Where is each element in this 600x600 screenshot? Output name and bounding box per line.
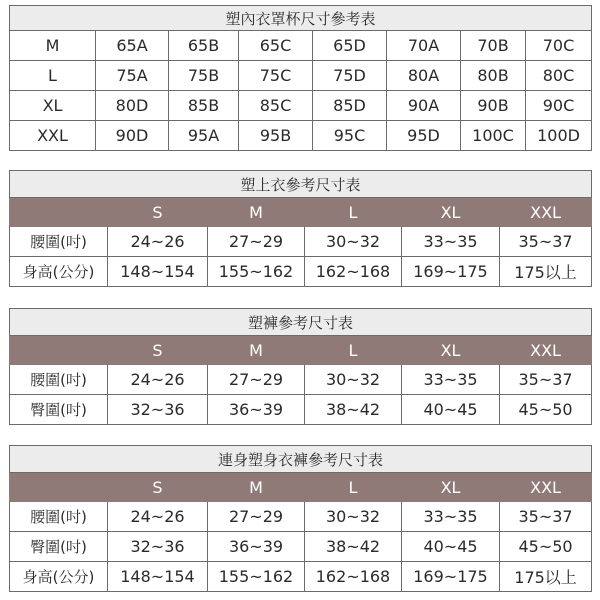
cup-cell: 85B	[169, 91, 239, 121]
size-header: M	[208, 473, 305, 502]
cup-cell: 100D	[526, 121, 592, 151]
value-cell: 24~26	[108, 365, 208, 395]
pants-size-table	[9, 308, 592, 425]
table-row	[10, 121, 592, 151]
cup-cell: 80A	[387, 61, 461, 91]
table-row	[10, 395, 592, 425]
cup-cell: 65A	[96, 31, 169, 61]
value-cell: 45~50	[500, 532, 592, 562]
value-cell: 36~39	[208, 395, 305, 425]
value-cell: 148~154	[108, 562, 208, 592]
size-header: XL	[402, 473, 500, 502]
cup-cell: 80B	[461, 61, 526, 91]
value-cell: 33~35	[402, 502, 500, 532]
top-size-table	[9, 170, 592, 287]
top-table-title: 塑上衣參考尺寸表	[10, 171, 592, 198]
size-label: L	[10, 61, 96, 91]
cup-cell: 95A	[169, 121, 239, 151]
value-cell: 24~26	[108, 227, 208, 257]
value-cell: 175以上	[500, 257, 592, 287]
value-cell: 148~154	[108, 257, 208, 287]
pants-table-title: 塑褲參考尺寸表	[10, 309, 592, 336]
row-label: 腰圍(吋)	[10, 365, 108, 395]
cup-cell: 85D	[313, 91, 387, 121]
size-header: XL	[402, 336, 500, 365]
table-row	[10, 227, 592, 257]
bra-table-title: 塑內衣罩杯尺寸參考表	[10, 6, 592, 31]
table-row	[10, 532, 592, 562]
value-cell: 36~39	[208, 532, 305, 562]
size-header: XXL	[500, 473, 592, 502]
value-cell: 169~175	[402, 257, 500, 287]
row-label: 腰圍(吋)	[10, 227, 108, 257]
cup-cell: 95C	[313, 121, 387, 151]
value-cell: 33~35	[402, 365, 500, 395]
cup-cell: 75A	[96, 61, 169, 91]
value-cell: 155~162	[208, 562, 305, 592]
cup-cell: 75D	[313, 61, 387, 91]
value-cell: 33~35	[402, 227, 500, 257]
size-header: XL	[402, 198, 500, 227]
size-header: S	[108, 336, 208, 365]
value-cell: 35~37	[500, 227, 592, 257]
value-cell: 30~32	[305, 365, 402, 395]
cup-cell: 80D	[96, 91, 169, 121]
row-label: 臀圍(吋)	[10, 532, 108, 562]
table-row	[10, 31, 592, 61]
value-cell: 32~36	[108, 395, 208, 425]
header-blank	[10, 336, 108, 365]
value-cell: 35~37	[500, 365, 592, 395]
size-header: M	[208, 198, 305, 227]
cup-cell: 90A	[387, 91, 461, 121]
size-header: M	[208, 336, 305, 365]
cup-cell: 90C	[526, 91, 592, 121]
value-cell: 38~42	[305, 532, 402, 562]
bodysuit-table-title: 連身塑身衣褲參考尺寸表	[10, 446, 592, 473]
value-cell: 35~37	[500, 502, 592, 532]
row-label: 腰圍(吋)	[10, 502, 108, 532]
cup-cell: 95B	[239, 121, 313, 151]
cup-cell: 65D	[313, 31, 387, 61]
cup-cell: 90D	[96, 121, 169, 151]
bra-size-table	[9, 5, 592, 151]
value-cell: 169~175	[402, 562, 500, 592]
row-label: 身高(公分)	[10, 257, 108, 287]
size-label: XL	[10, 91, 96, 121]
size-header: L	[305, 336, 402, 365]
size-header-row	[10, 336, 592, 365]
cup-cell: 75B	[169, 61, 239, 91]
value-cell: 162~168	[305, 562, 402, 592]
cup-cell: 70C	[526, 31, 592, 61]
cup-cell: 70B	[461, 31, 526, 61]
value-cell: 27~29	[208, 502, 305, 532]
size-header: XXL	[500, 198, 592, 227]
size-header-row	[10, 198, 592, 227]
value-cell: 45~50	[500, 395, 592, 425]
row-label: 身高(公分)	[10, 562, 108, 592]
cup-cell: 80C	[526, 61, 592, 91]
size-header-row	[10, 473, 592, 502]
cup-cell: 75C	[239, 61, 313, 91]
size-header: S	[108, 473, 208, 502]
value-cell: 24~26	[108, 502, 208, 532]
table-row	[10, 562, 592, 592]
value-cell: 27~29	[208, 365, 305, 395]
size-header: S	[108, 198, 208, 227]
header-blank	[10, 198, 108, 227]
header-blank	[10, 473, 108, 502]
cup-cell: 85C	[239, 91, 313, 121]
bodysuit-size-table	[9, 445, 592, 592]
table-row	[10, 91, 592, 121]
size-label: XXL	[10, 121, 96, 151]
value-cell: 155~162	[208, 257, 305, 287]
cup-cell: 100C	[461, 121, 526, 151]
cup-cell: 70A	[387, 31, 461, 61]
cup-cell: 65C	[239, 31, 313, 61]
size-label: M	[10, 31, 96, 61]
table-row	[10, 365, 592, 395]
cup-cell: 90B	[461, 91, 526, 121]
cup-cell: 95D	[387, 121, 461, 151]
size-header: XXL	[500, 336, 592, 365]
value-cell: 40~45	[402, 395, 500, 425]
value-cell: 30~32	[305, 502, 402, 532]
value-cell: 175以上	[500, 562, 592, 592]
value-cell: 32~36	[108, 532, 208, 562]
cup-cell: 65B	[169, 31, 239, 61]
table-row	[10, 61, 592, 91]
value-cell: 40~45	[402, 532, 500, 562]
value-cell: 162~168	[305, 257, 402, 287]
value-cell: 30~32	[305, 227, 402, 257]
table-row	[10, 257, 592, 287]
table-row	[10, 502, 592, 532]
value-cell: 27~29	[208, 227, 305, 257]
size-header: L	[305, 198, 402, 227]
row-label: 臀圍(吋)	[10, 395, 108, 425]
size-header: L	[305, 473, 402, 502]
value-cell: 38~42	[305, 395, 402, 425]
